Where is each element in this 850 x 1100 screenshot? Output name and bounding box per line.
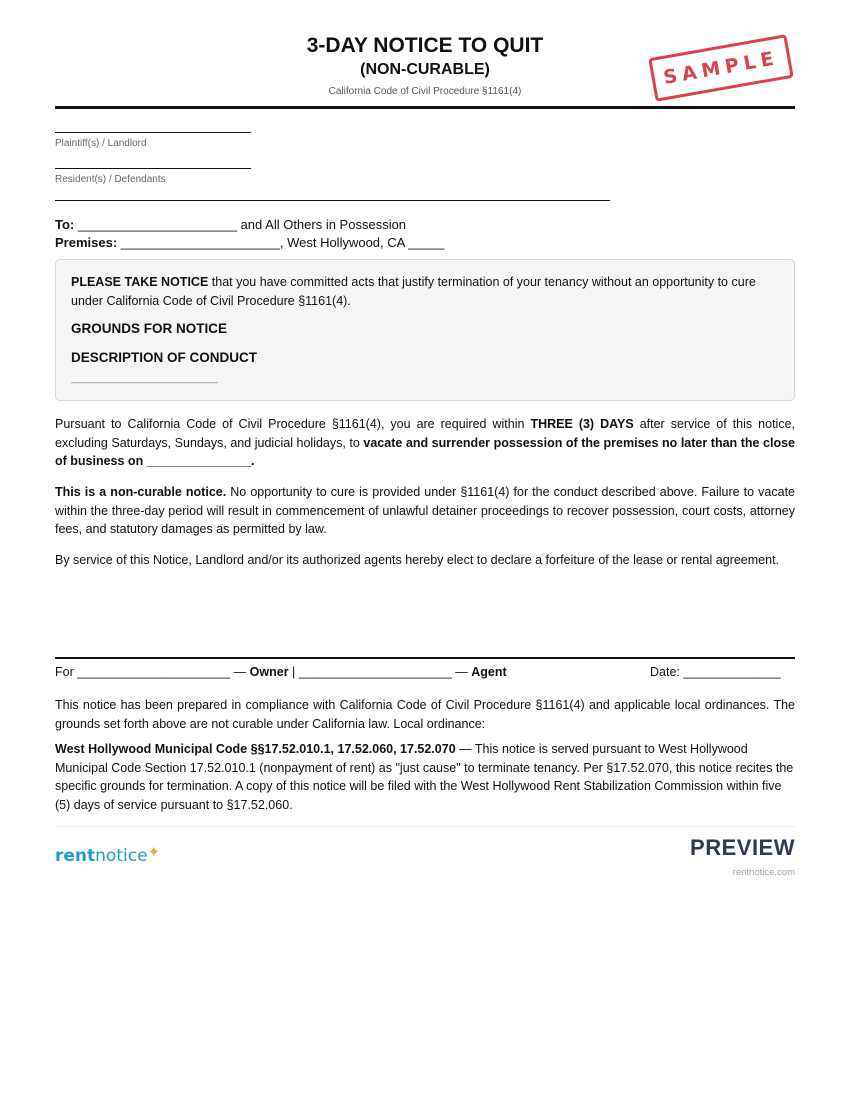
notice-lead-bold: PLEASE TAKE NOTICE <box>71 275 209 289</box>
logo-text-notice: notice <box>95 846 148 866</box>
agent-label: Agent <box>471 665 507 679</box>
ordinance-text: — This notice is served pursuant to West Hollywood Municipal Code Section 17.52.010.1 (nonpayment of rent) as "just cause" to terminate tenancy. Per §17.52.070, this notice recites the specific grounds for termination. A copy of this notice will be filed with the West Hollywood Rent Stabilization Commission within five (5) days of service pursuant to §17.52.060. <box>55 742 794 812</box>
notice-lead-text: that you have committed acts that justify termination of your tenancy without an opportunity to cure under California Code of Civil Procedure §1161(4). <box>71 275 756 308</box>
to-suffix: and All Others in Possession <box>240 217 407 232</box>
sample-stamp: SAMPLE <box>648 34 794 102</box>
premises-label: Premises: <box>55 235 118 250</box>
premises-blank: ______________________, <box>120 235 284 250</box>
code-reference: California Code of Civil Procedure §1161(4) <box>328 86 522 97</box>
to-line <box>55 217 406 232</box>
ordinance-bold: West Hollywood Municipal Code §§17.52.010.1, 17.52.060, 17.52.070 <box>55 742 456 756</box>
sparkle-icon: ✦ <box>147 843 161 861</box>
dash-2: — <box>455 665 468 679</box>
compliance-paragraph: This notice has been prepared in compliance with California Code of Civil Procedure §1161(4) and applicable local ordinances. The grounds set forth above are not curable under California law. Local ordinance: <box>55 698 795 731</box>
forfeiture-paragraph: By service of this Notice, Landlord and/or its authorized agents hereby elect to declare a forfeiture of the lease or rental agreement. <box>55 553 780 567</box>
vacate-text-a: Pursuant to California Code of Civil Procedure §1161(4), you are required within <box>55 417 525 431</box>
preview-label: PREVIEW <box>690 835 795 860</box>
notice-lead <box>71 273 776 311</box>
vacate-deadline: vacate and surrender possession of the premises no later than the close of business on _______________. <box>55 435 795 468</box>
to-label: To: <box>55 217 75 232</box>
noncurable-paragraph <box>55 483 795 539</box>
header-divider <box>55 106 795 109</box>
owner-blank: ______________________ <box>77 665 231 679</box>
dash-1: — <box>233 665 247 679</box>
owner-label: Owner <box>249 665 289 679</box>
logo-text-rent: rent <box>55 846 96 866</box>
resident-caption: Resident(s) / Defendants <box>55 174 166 185</box>
site-url: rentnotice.com <box>732 867 795 878</box>
noncurable-bold: This is a non-curable notice. <box>55 485 227 499</box>
ordinance-paragraph <box>55 740 795 814</box>
notice-box <box>55 259 795 401</box>
signature-divider <box>55 657 795 659</box>
document-title: 3-DAY NOTICE TO QUIT <box>306 34 544 57</box>
date-field <box>650 665 781 679</box>
rentnotice-logo <box>55 843 161 866</box>
for-label: For <box>55 665 74 679</box>
vacate-days: THREE (3) DAYS <box>530 417 634 431</box>
date-label: Date: <box>650 665 680 679</box>
plaintiff-caption: Plaintiff(s) / Landlord <box>55 138 147 149</box>
noncurable-text: No opportunity to cure is provided under §1161(4) for the conduct described above. Failure to vacate within the three-day period will result in commencement of unlawful detainer proceedings to recover possession, court costs, attorney fees, and statutory damages as permitted by law. <box>55 485 795 536</box>
agent-blank: ______________________ <box>298 665 452 679</box>
conduct-heading: DESCRIPTION OF CONDUCT <box>71 350 258 365</box>
premises-city: West Hollywood, CA <box>287 235 405 250</box>
caption-divider <box>55 200 610 201</box>
document-subtitle: (NON-CURABLE) <box>360 61 490 78</box>
resident-signature-line <box>55 168 251 169</box>
conduct-blank: ________________________ <box>71 372 218 384</box>
date-blank: ______________ <box>683 665 781 679</box>
to-blank: ______________________ <box>77 217 237 232</box>
signature-row <box>55 665 795 679</box>
footer-divider <box>55 826 795 827</box>
separator: | <box>292 665 296 679</box>
vacate-paragraph <box>55 415 795 471</box>
grounds-heading: GROUNDS FOR NOTICE <box>71 321 228 336</box>
vacate-text-c: after service of this notice, excluding Saturdays, Sundays, and judicial holidays, to <box>55 417 795 450</box>
premises-line <box>55 235 444 250</box>
plaintiff-signature-line <box>55 132 251 133</box>
zip-blank: _____ <box>408 235 445 250</box>
